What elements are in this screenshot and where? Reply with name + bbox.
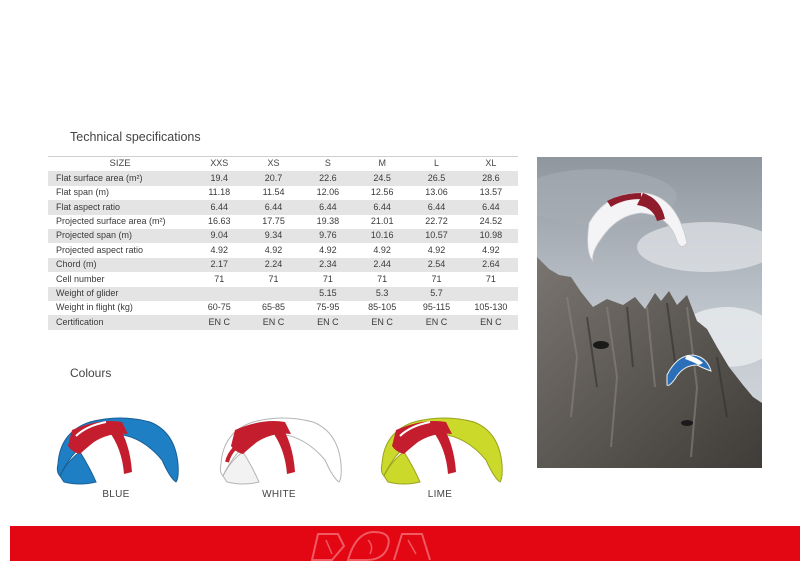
spec-value-weight-in-flight-xxs: 60-75 xyxy=(207,302,231,313)
wing-lime-swatch xyxy=(374,412,506,490)
spec-header-row xyxy=(48,157,518,172)
spec-value-projected-aspect-ratio-s: 4.92 xyxy=(319,244,337,255)
spec-section-title: Technical specifications xyxy=(70,130,201,144)
colours-section-title: Colours xyxy=(70,366,112,380)
spec-label-flat-aspect-ratio: Flat aspect ratio xyxy=(48,200,192,214)
spec-value-chord-s: 2.34 xyxy=(301,258,355,272)
size-xxs: XXS xyxy=(192,157,246,172)
size-m: M xyxy=(355,157,409,172)
spec-row-cell-number xyxy=(48,272,518,286)
spec-value-projected-span-xxs: 9.04 xyxy=(192,229,246,243)
spec-value-certification-l: EN C xyxy=(409,315,463,329)
spec-value-certification-xl: EN C xyxy=(464,315,518,329)
paragliding-photo xyxy=(537,157,762,468)
spec-value-projected-aspect-ratio-l: 4.92 xyxy=(427,244,446,255)
spec-label-projected-aspect-ratio: Projected aspect ratio xyxy=(56,244,144,255)
spec-label-certification: Certification xyxy=(48,315,192,329)
spec-value-cell-number-s: 71 xyxy=(322,273,333,284)
spec-value-projected-surface-area-xl: 24.52 xyxy=(479,216,503,226)
size-l: L xyxy=(409,157,463,172)
spec-value-flat-span-l: 13.06 xyxy=(425,187,448,198)
spec-value-certification-s: EN C xyxy=(301,315,355,329)
spec-value-projected-span-l: 10.57 xyxy=(409,229,463,243)
spec-row-certification xyxy=(48,315,518,329)
photo-pilot-1 xyxy=(593,341,609,349)
footer-band xyxy=(10,526,800,561)
spec-value-weight-of-glider-xxs xyxy=(192,287,246,301)
spec-value-weight-of-glider-m: 5.3 xyxy=(355,287,409,301)
spec-value-projected-span-xs: 9.34 xyxy=(246,229,300,243)
size-header: SIZE xyxy=(48,157,192,172)
spec-value-cell-number-xxs: 71 xyxy=(214,273,225,284)
spec-value-projected-aspect-ratio-xxs: 4.92 xyxy=(210,244,229,255)
spec-value-cell-number-xs: 71 xyxy=(268,273,279,284)
wing-white-swatch xyxy=(213,412,345,490)
spec-value-projected-surface-area-m: 21.01 xyxy=(370,216,394,226)
spec-value-certification-m: EN C xyxy=(355,315,409,329)
spec-label-flat-surface-area: Flat surface area (m²) xyxy=(48,171,192,185)
wing-white-label: WHITE xyxy=(262,489,296,500)
size-xs: XS xyxy=(246,157,300,172)
spec-value-weight-of-glider-xs xyxy=(246,287,300,301)
spec-value-chord-m: 2.44 xyxy=(355,258,409,272)
spec-value-projected-aspect-ratio-m: 4.92 xyxy=(373,244,391,255)
spec-label-weight-of-glider: Weight of glider xyxy=(48,287,192,301)
spec-row-projected-span xyxy=(48,229,518,243)
spec-value-chord-xl: 2.64 xyxy=(464,258,518,272)
wing-blue-swatch xyxy=(50,412,182,490)
spec-value-flat-surface-area-l: 26.5 xyxy=(409,171,463,185)
spec-label-flat-span: Flat span (m) xyxy=(56,187,110,198)
spec-value-flat-surface-area-s: 22.6 xyxy=(301,171,355,185)
spec-row-projected-aspect-ratio xyxy=(48,243,518,257)
spec-row-projected-surface-area xyxy=(48,215,518,229)
spec-value-flat-surface-area-xxs: 19.4 xyxy=(192,171,246,185)
footer-logo-watermark xyxy=(308,526,438,561)
spec-value-weight-in-flight-xs: 65-85 xyxy=(262,302,286,313)
spec-value-projected-surface-area-s: 19.38 xyxy=(316,216,340,226)
size-xl: XL xyxy=(464,157,518,172)
spec-value-projected-surface-area-xxs: 16.63 xyxy=(207,216,231,226)
photo-pilot-2 xyxy=(681,420,693,426)
spec-value-projected-aspect-ratio-xs: 4.92 xyxy=(264,244,283,255)
spec-value-weight-in-flight-m: 85-105 xyxy=(368,302,397,313)
wing-blue-label: BLUE xyxy=(102,489,130,500)
spec-label-cell-number: Cell number xyxy=(56,273,105,284)
spec-row-flat-span xyxy=(48,186,518,200)
spec-value-projected-span-m: 10.16 xyxy=(355,229,409,243)
spec-value-cell-number-m: 71 xyxy=(377,273,388,284)
spec-table xyxy=(48,156,518,330)
spec-value-certification-xxs: EN C xyxy=(192,315,246,329)
spec-label-projected-span: Projected span (m) xyxy=(48,229,192,243)
size-s: S xyxy=(301,157,355,172)
spec-value-flat-aspect-ratio-l: 6.44 xyxy=(409,200,463,214)
spec-label-weight-in-flight: Weight in flight (kg) xyxy=(56,302,133,313)
spec-value-chord-l: 2.54 xyxy=(409,258,463,272)
spec-value-flat-span-xl: 13.57 xyxy=(479,187,503,198)
spec-value-flat-surface-area-xl: 28.6 xyxy=(464,171,518,185)
spec-value-flat-aspect-ratio-m: 6.44 xyxy=(355,200,409,214)
spec-row-weight-in-flight xyxy=(48,301,518,315)
spec-value-projected-span-xl: 10.98 xyxy=(464,229,518,243)
spec-value-projected-aspect-ratio-xl: 4.92 xyxy=(482,244,500,255)
spec-value-weight-in-flight-s: 75-95 xyxy=(316,302,340,313)
spec-value-flat-aspect-ratio-xl: 6.44 xyxy=(464,200,518,214)
spec-value-chord-xs: 2.24 xyxy=(246,258,300,272)
spec-row-chord xyxy=(48,258,518,272)
spec-value-cell-number-xl: 71 xyxy=(485,273,496,284)
spec-value-flat-span-xs: 11.54 xyxy=(262,187,285,198)
spec-value-projected-span-s: 9.76 xyxy=(301,229,355,243)
spec-label-projected-surface-area: Projected surface area (m²) xyxy=(56,216,166,226)
spec-label-chord: Chord (m) xyxy=(48,258,192,272)
spec-value-certification-xs: EN C xyxy=(246,315,300,329)
spec-value-flat-span-xxs: 11.18 xyxy=(208,187,231,198)
spec-value-flat-surface-area-m: 24.5 xyxy=(355,171,409,185)
spec-value-projected-surface-area-l: 22.72 xyxy=(425,216,448,226)
spec-value-flat-span-s: 12.06 xyxy=(316,187,340,198)
spec-value-flat-aspect-ratio-xxs: 6.44 xyxy=(192,200,246,214)
spec-value-flat-aspect-ratio-xs: 6.44 xyxy=(246,200,300,214)
spec-value-flat-surface-area-xs: 20.7 xyxy=(246,171,300,185)
spec-value-flat-span-m: 12.56 xyxy=(370,187,394,198)
spec-value-weight-of-glider-l: 5.7 xyxy=(409,287,463,301)
spec-value-chord-xxs: 2.17 xyxy=(192,258,246,272)
spec-value-projected-surface-area-xs: 17.75 xyxy=(262,216,285,226)
spec-value-weight-in-flight-l: 95-115 xyxy=(422,302,451,313)
spec-value-flat-aspect-ratio-s: 6.44 xyxy=(301,200,355,214)
spec-row-weight-of-glider xyxy=(48,287,518,301)
wing-lime-label: LIME xyxy=(427,489,453,500)
spec-row-flat-surface-area xyxy=(48,171,518,185)
spec-value-cell-number-l: 71 xyxy=(431,273,442,284)
spec-row-flat-aspect-ratio xyxy=(48,200,518,214)
spec-value-weight-of-glider-xl xyxy=(464,287,518,301)
spec-value-weight-in-flight-xl: 105-130 xyxy=(474,302,508,313)
spec-value-weight-of-glider-s: 5.15 xyxy=(301,287,355,301)
